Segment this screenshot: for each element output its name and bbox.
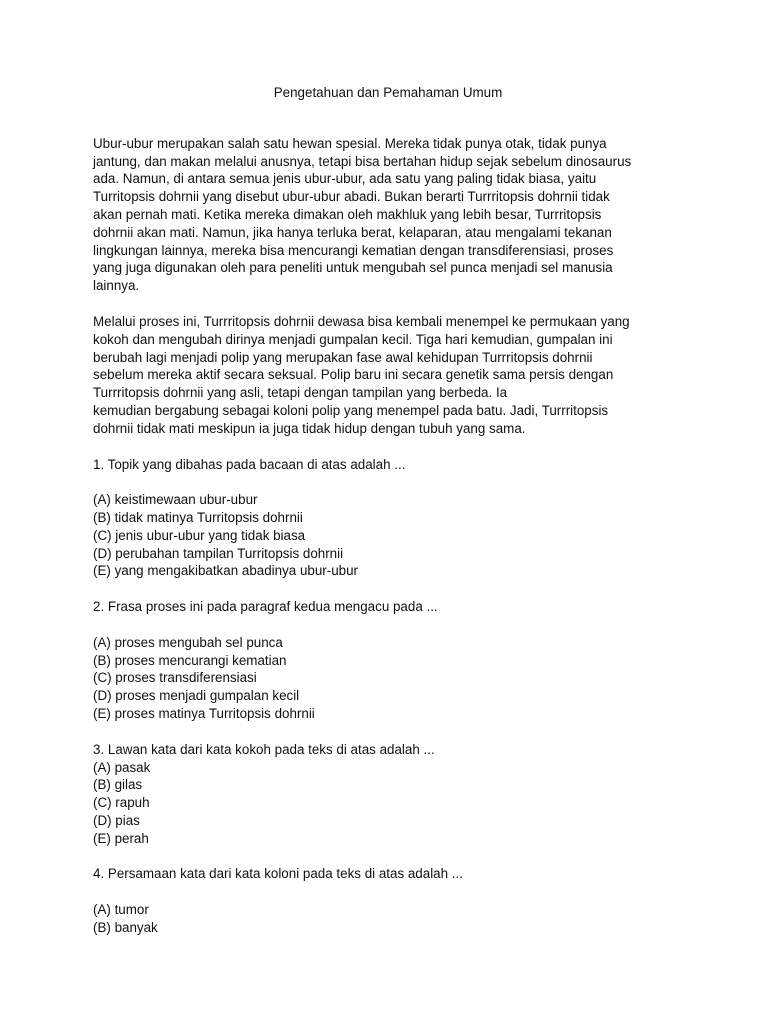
paragraph-line: akan pernah mati. Ketika mereka dimakan oleh makhluk yang lebih besar, Turrritopsis <box>93 206 602 222</box>
paragraph-line: dohrnii tidak mati meskipun ia juga tidak hidup dengan tubuh yang sama. <box>93 420 526 436</box>
paragraph-line: Melalui proses ini, Turrritopsis dohrnii dewasa bisa kembali menempel ke permukaan yang <box>93 313 630 329</box>
answer-option: (D) pias <box>93 812 140 828</box>
paragraph-line: ada. Namun, di antara semua jenis ubur-ubur, ada satu yang paling tidak biasa, yaitu <box>93 171 597 187</box>
paragraph-line: sebelum mereka aktif secara seksual. Polip baru ini secara genetik sama persis dengan <box>93 367 614 383</box>
paragraph-line: Turrritopsis dohrnii yang asli, tetapi dengan tampilan yang berbeda. Ia <box>93 385 508 401</box>
answer-option: (B) gilas <box>93 777 143 793</box>
answer-option: (D) perubahan tampilan Turritopsis dohrnii <box>93 545 344 561</box>
answer-option: (C) jenis ubur-ubur yang tidak biasa <box>93 527 306 543</box>
answer-option: (E) proses matinya Turritopsis dohrnii <box>93 705 315 721</box>
document-page <box>93 84 683 955</box>
answer-option: (C) rapuh <box>93 795 150 811</box>
answer-option: (A) keistimewaan ubur-ubur <box>93 492 258 508</box>
answer-option: (C) proses transdiferensiasi <box>93 670 257 686</box>
paragraph-line: lainnya. <box>93 278 140 294</box>
paragraph-line: lingkungan lainnya, mereka bisa mencurangi kematian dengan transdiferensiasi, proses <box>93 242 614 258</box>
paragraph-line: dohrnii akan mati. Namun, jika hanya terluka berat, kelaparan, atau mengalami tekanan <box>93 224 612 240</box>
answer-option: (B) proses mencurangi kematian <box>93 652 287 668</box>
question-text: 4. Persamaan kata dari kata koloni pada teks di atas adalah ... <box>93 866 463 882</box>
paragraph-line: Ubur-ubur merupakan salah satu hewan spesial. Mereka tidak punya otak, tidak punya <box>93 135 607 151</box>
answer-option: (A) pasak <box>93 759 151 775</box>
question-spacer <box>93 883 683 901</box>
answer-option: (D) proses menjadi gumpalan kecil <box>93 688 300 704</box>
answer-option: (B) banyak <box>93 919 158 935</box>
answer-option: (B) tidak matinya Turritopsis dohrnii <box>93 509 303 525</box>
answer-option: (A) proses mengubah sel punca <box>93 634 283 650</box>
answer-option: (E) perah <box>93 830 149 846</box>
document-title: Pengetahuan dan Pemahaman Umum <box>273 85 503 100</box>
paragraph-1 <box>93 135 683 295</box>
question-spacer <box>93 473 683 491</box>
question-1 <box>93 456 683 581</box>
question-2 <box>93 598 683 723</box>
question-3 <box>93 741 683 848</box>
paragraph-line: kokoh dan mengubah dirinya menjadi gumpalan kecil. Tiga hari kemudian, gumpalan ini <box>93 331 613 347</box>
answer-option: (A) tumor <box>93 902 149 918</box>
question-text: 2. Frasa proses ini pada paragraf kedua mengacu pada ... <box>93 599 438 615</box>
answer-option: (E) yang mengakibatkan abadinya ubur-ubur <box>93 563 359 579</box>
question-4 <box>93 865 683 936</box>
paragraph-line: Turritopsis dohrnii yang disebut ubur-ubur abadi. Bukan berarti Turrritopsis dohrnii tidak <box>93 189 610 205</box>
question-spacer <box>93 616 683 634</box>
paragraph-2 <box>93 313 683 438</box>
paragraph-line: jantung, dan makan melalui anusnya, tetapi bisa bertahan hidup sejak sebelum dinosaurus <box>93 153 632 169</box>
paragraph-line: berubah lagi menjadi polip yang merupakan fase awal kehidupan Turrritopsis dohrnii <box>93 349 593 365</box>
paragraph-line: kemudian bergabung sebagai koloni polip yang menempel pada batu. Jadi, Turrritopsis <box>93 402 609 418</box>
question-text: 1. Topik yang dibahas pada bacaan di atas adalah ... <box>93 456 406 472</box>
paragraph-line: yang juga digunakan oleh para peneliti untuk mengubah sel punca menjadi sel manusia <box>93 260 613 276</box>
question-text: 3. Lawan kata dari kata kokoh pada teks di atas adalah ... <box>93 741 435 757</box>
